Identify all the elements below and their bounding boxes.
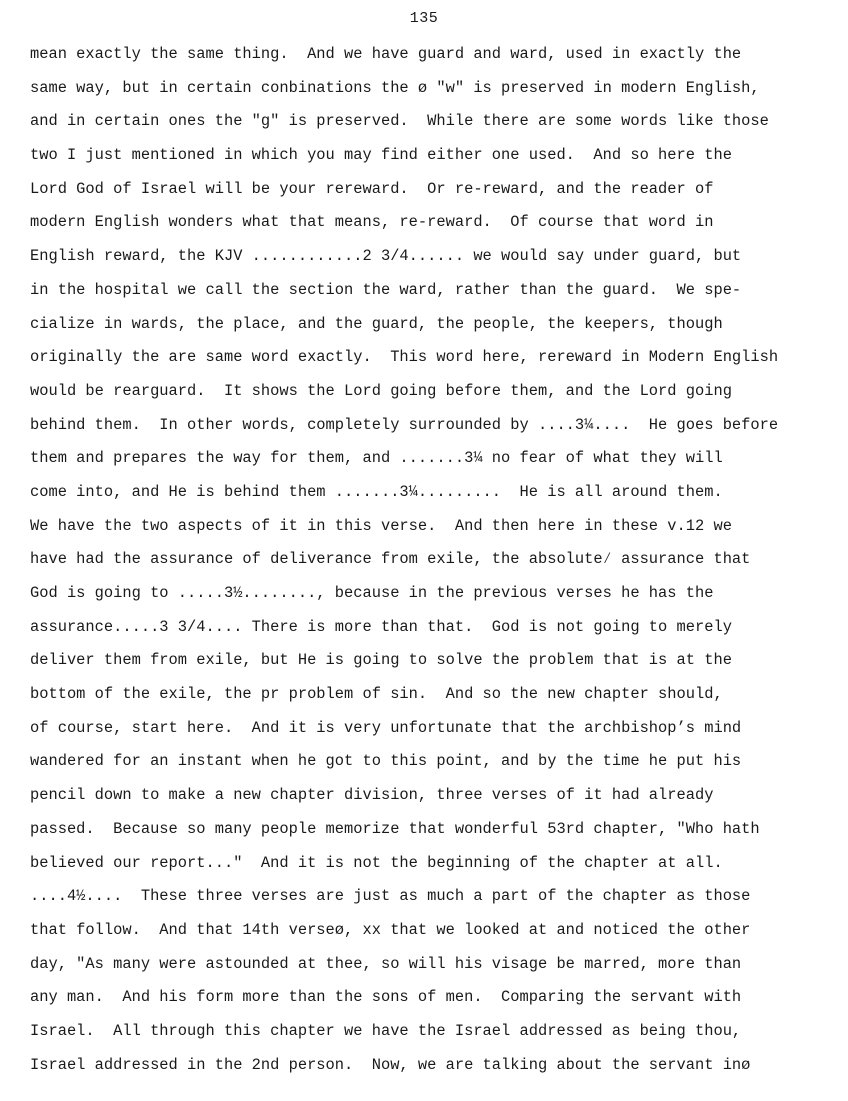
text-line: day, "As many were astounded at thee, so will his visage be marred, more than (30, 954, 742, 973)
text-line: any man. And his form more than the sons of men. Comparing the servant with (30, 988, 742, 1007)
text-line: English reward, the KJV ............2 3/4...... we would say under guard, but (30, 247, 742, 266)
text-line: deliver them from exile, but He is going to solve the problem that is at the (30, 651, 732, 670)
text-line: originally the are same word exactly. This word here, rereward in Modern English (30, 348, 779, 367)
text-line: cialize in wards, the place, and the guard, the people, the keepers, though (30, 314, 723, 333)
text-line: Lord God of Israel will be your rereward. Or re-reward, and the reader of (30, 179, 714, 198)
text-line: ....4½.... These three verses are just as much a part of the chapter as those (30, 887, 751, 906)
text-line: assurance.....3 3/4.... There is more than that. God is not going to merely (30, 617, 732, 636)
text-line: behind them. In other words, completely surrounded by ....3¼.... He goes before (30, 415, 779, 434)
text-line: and in certain ones the "g" is preserved. While there are some words like those (30, 112, 769, 131)
text-line: them and prepares the way for them, and .......3¼ no fear of what they will (30, 449, 723, 468)
text-line: We have the two aspects of it in this verse. And then here in these v.12 we (30, 516, 732, 535)
text-line: same way, but in certain conbinations the ø "w" is preserved in modern English, (30, 78, 760, 97)
text-line: modern English wonders what that means, re-reward. Of course that word in (30, 213, 714, 232)
text-line: passed. Because so many people memorize that wonderful 53rd chapter, "Who hath (30, 819, 760, 838)
text-line: would be rearguard. It shows the Lord going before them, and the Lord going (30, 381, 732, 400)
text-line: in the hospital we call the section the ward, rather than the guard. We spe- (30, 280, 742, 299)
text-line: have had the assurance of deliverance from exile, the absolute⁄ assurance that (30, 550, 751, 569)
text-line: pencil down to make a new chapter division, three verses of it had already (30, 786, 714, 805)
text-line: wandered for an instant when he got to this point, and by the time he put his (30, 752, 742, 771)
text-line: mean exactly the same thing. And we have guard and ward, used in exactly the (30, 45, 742, 63)
text-line: God is going to .....3½........, because in the previous verses he has the (30, 584, 714, 602)
text-line: Israel addressed in the 2nd person. Now, we are talking about the servant inø (30, 1055, 751, 1074)
body-text (30, 38, 848, 1082)
text-line: bottom of the exile, the pr problem of sin. And so the new chapter should, (30, 685, 723, 704)
text-line: believed our report..." And it is not the beginning of the chapter at all. (30, 853, 723, 872)
text-line: come into, and He is behind them .......3¼......... He is all around them. (30, 482, 723, 501)
text-line: two I just mentioned in which you may find either one used. And so here the (30, 146, 732, 165)
text-line: of course, start here. And it is very unfortunate that the archbishop’s mind (30, 718, 742, 737)
text-line: Israel. All through this chapter we have the Israel addressed as being thou, (30, 1021, 742, 1040)
page-number: 135 (409, 10, 439, 27)
text-line: that follow. And that 14th verseø, xx that we looked at and noticed the other (30, 920, 751, 939)
